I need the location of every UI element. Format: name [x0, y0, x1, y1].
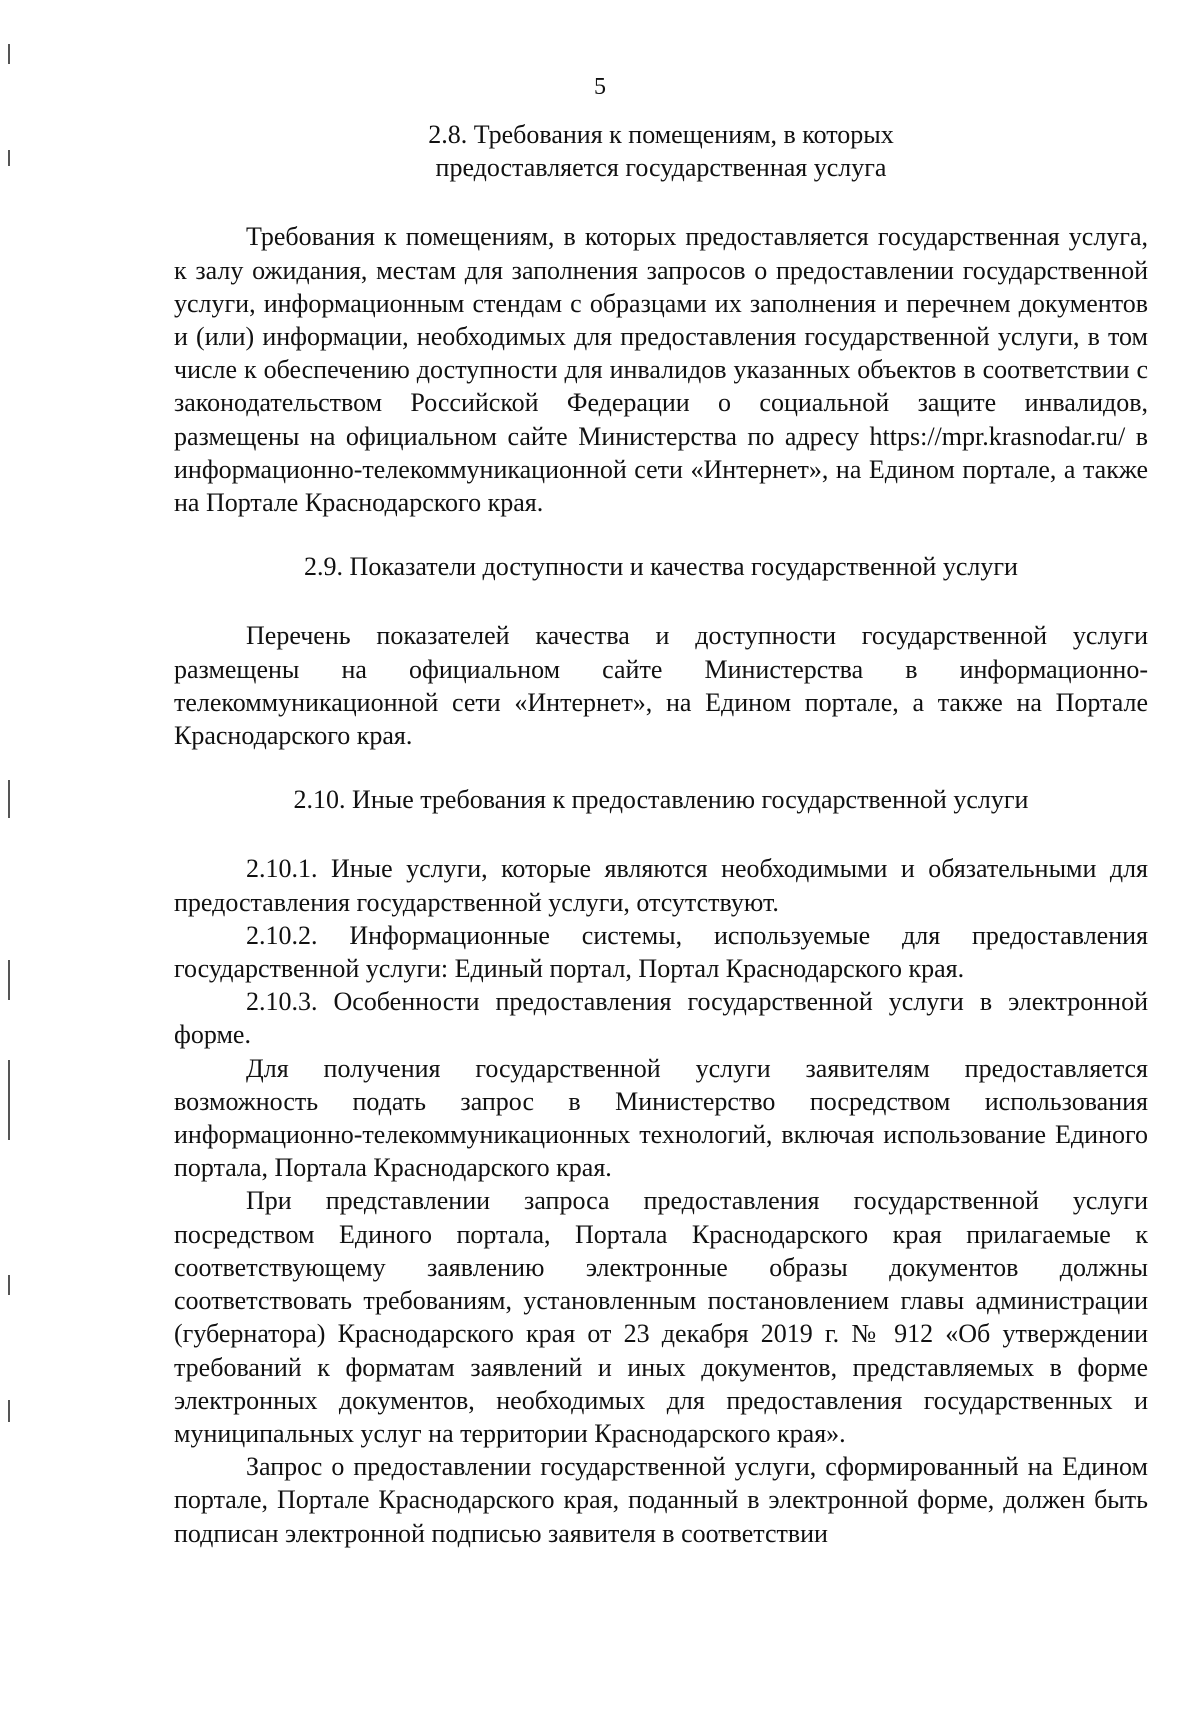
- paragraph: При представлении запроса предоставления государственной услуги посредством Единого портала, Портала Краснодарского края прилагаемые к соответствующему заявлению электронные образы документов должны соответствовать требованиям, установленным постановлением главы администрации (губернатора) Краснодарского края от 23 декабря 2019 г. № 912 «Об утверждении требований к форматам заявлений и иных документов, представляемых в форме электронных документов, необходимых для предоставления государственных и муниципальных услуг на территории Краснодарского края».: [174, 1186, 1148, 1448]
- scan-artifact: [8, 960, 10, 1000]
- scan-artifact: [8, 44, 10, 64]
- paragraph-2-10-2: 2.10.2. Информационные системы, используемые для предоставления государственной услуги: Единый портал, Портал Краснодарского края.: [174, 920, 1148, 984]
- scan-artifact: [8, 1275, 10, 1295]
- document-body: [174, 118, 1148, 1550]
- section-heading-2-9: [174, 550, 1148, 583]
- heading-line: 2.9. Показатели доступности и качества государственной услуги: [304, 552, 1018, 582]
- heading-line: 2.10. Иные требования к предоставлению государственной услуги: [293, 785, 1029, 815]
- paragraph: Требования к помещениям, в которых предоставляется государственная услуга, к залу ожидания, местам для заполнения запросов о предоставлении государственной услуги, информационным стендам с образцами их заполнения и перечнем документов и (или) информации, необходимых для предоставления государственной услуги, в том числе к обеспечению доступности для инвалидов указанных объектов в соответствии с законодательством Российской Федерации о социальной защите инвалидов, размещены на официальном сайте Министерства по адресу https://mpr.krasnodar.ru/ в информационно-телекоммуникационной сети «Интернет», на Едином портале, а также на Портале Краснодарского края.: [174, 222, 1148, 518]
- scan-artifact: [8, 1060, 10, 1140]
- section-heading-2-10: [174, 783, 1148, 816]
- scan-artifact: [8, 150, 10, 166]
- paragraph: Для получения государственной услуги заявителям предоставляется возможность подать запрос в Министерство посредством использования информационно-телекоммуникационных технологий, включая использование Единого портала, Портала Краснодарского края.: [174, 1053, 1148, 1183]
- paragraph: Запрос о предоставлении государственной услуги, сформированный на Едином портале, Портале Краснодарского края, поданный в электронной форме, должен быть подписан электронной подписью заявителя в соответствии: [174, 1452, 1148, 1548]
- page-number: 5: [594, 74, 606, 100]
- paragraph: Перечень показателей качества и доступности государственной услуги размещены на официальном сайте Министерства в информационно-телекоммуникационной сети «Интернет», на Едином портале, а также на Портале Краснодарского края.: [174, 621, 1148, 751]
- scan-artifact: [8, 1400, 10, 1422]
- heading-line: предоставляется государственная услуга: [435, 153, 887, 183]
- section-heading-2-8: [174, 118, 1148, 184]
- paragraph-2-10-1: 2.10.1. Иные услуги, которые являются необходимыми и обязательными для предоставления государственной услуги, отсутствуют.: [174, 854, 1148, 917]
- heading-line: 2.8. Требования к помещениям, в которых: [428, 120, 894, 149]
- scan-artifact: [8, 780, 10, 818]
- paragraph-2-10-3: 2.10.3. Особенности предоставления государственной услуги в электронной форме.: [174, 987, 1148, 1050]
